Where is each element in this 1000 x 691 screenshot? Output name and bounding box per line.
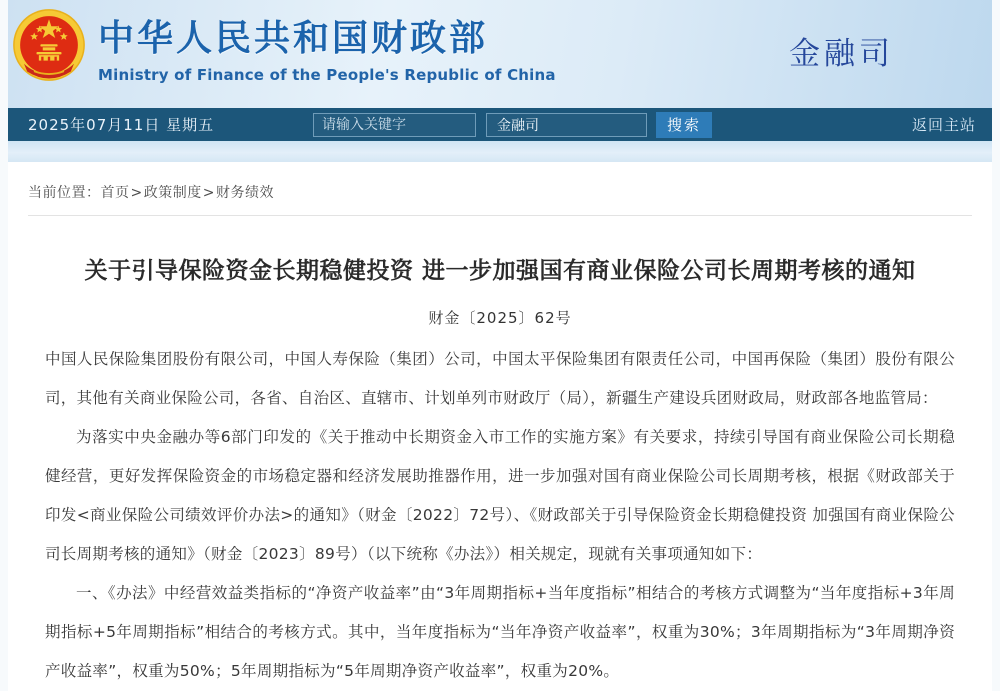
department-title: 金融司 [789,36,894,72]
search-scope-value: 金融司 [497,117,539,134]
site-title: 中华人民共和国财政部 [98,18,489,59]
item-one-paragraph: 一、《办法》中经营效益类指标的“净资产收益率”由“3年周期指标+当年度指标”相结合的考核方式调整为“当年度指标+3年周期指标+5年周期指标”相结合的考核方式。其中，当年度指标为“当年净资产收益率”，权重为30%；3年周期指标为“3年周期净资产收益率”，权重为50%；5年周期指标为“5年周期净资产收益率”，权重为20%。 [45,584,955,680]
notice-article [28,252,972,691]
header-bottom-strip [8,141,992,162]
search-button[interactable]: 搜索 [656,112,712,138]
breadcrumb-performance[interactable]: 财务绩效 [215,185,274,201]
return-home-link[interactable]: 返回主站 [911,116,976,134]
top-navbar [8,108,992,141]
main-content [8,162,992,691]
search-scope-select[interactable] [486,113,647,137]
article-body [45,340,955,691]
national-emblem-icon [10,6,88,84]
article-title: 关于引导保险资金长期稳健投资 进一步加强国有商业保险公司长周期考核的通知 [84,258,916,284]
site-container [8,0,992,691]
site-subtitle-english: Ministry of Finance of the People's Republic of China [98,66,556,84]
site-header [8,0,992,108]
breadcrumb-separator: > [202,185,215,201]
current-date: 2025年07月11日 星期五 [28,116,215,134]
recipients-paragraph: 中国人民保险集团股份有限公司，中国人寿保险（集团）公司，中国太平保险集团有限责任公司，中国再保险（集团）股份有限公司，其他有关商业保险公司，各省、自治区、直辖市、计划单列市财政厅（局），新疆生产建设兵团财政局，财政部各地监管局： [45,350,955,407]
site-brand-text [98,6,556,84]
search-input[interactable] [313,113,476,137]
breadcrumb-separator: > [130,185,143,201]
background-paragraph: 为落实中央金融办等6部门印发的《关于推动中长期资金入市工作的实施方案》有关要求，持续引导国有商业保险公司长期稳健经营，更好发挥保险资金的市场稳定器和经济发展助推器作用，进一步加强对国有商业保险公司长周期考核，根据《财政部关于印发<商业保险公司绩效评价办法>的通知》（财金〔2022〕72号）、《财政部关于引导保险资金长期稳健投资 加强国有商业保险公司长周期考核的通知》（财金〔2023〕89号）（以下统称《办法》）相关规定，现就有关事项通知如下： [45,428,955,563]
breadcrumb-home[interactable]: 首页 [100,185,130,201]
breadcrumb-label: 当前位置： [28,185,101,201]
breadcrumb [28,182,972,202]
breadcrumb-divider [28,215,972,216]
breadcrumb-policy[interactable]: 政策制度 [143,185,202,201]
site-brand[interactable] [10,6,556,84]
document-number: 财金〔2025〕62号 [428,309,572,327]
